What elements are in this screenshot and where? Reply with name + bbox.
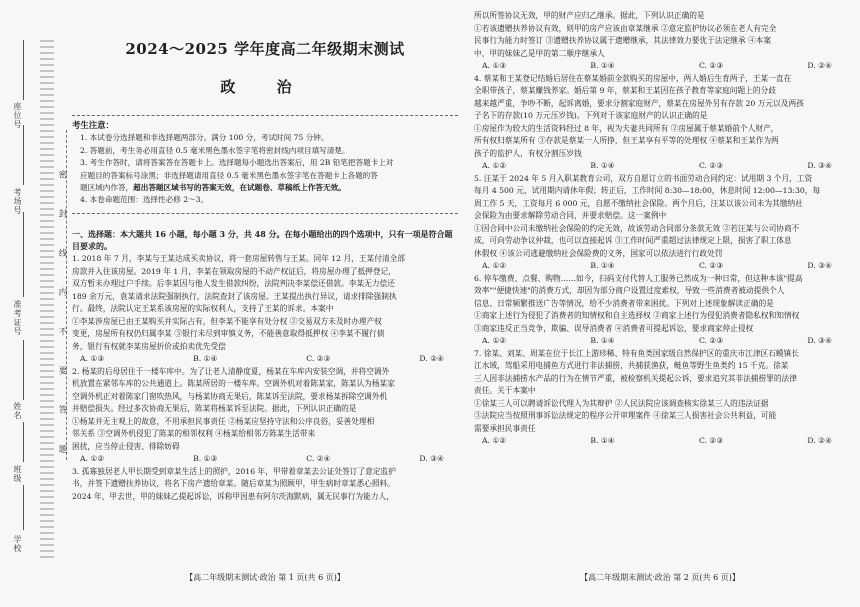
option-c: C. ②③ bbox=[698, 336, 724, 345]
option-a: A. ①② bbox=[482, 436, 507, 445]
exam-title: 2024～2025 学年度高二年级期末测试 bbox=[125, 40, 405, 58]
question-3-options bbox=[474, 60, 846, 73]
binding-pattern bbox=[40, 40, 54, 560]
option-c: C. ②③ bbox=[698, 61, 724, 70]
option-b: B. ①④ bbox=[193, 354, 218, 364]
seal-line-text: 密 封 线 内 不 要 答 题 bbox=[57, 170, 67, 467]
option-a: A. ①③ bbox=[482, 61, 507, 70]
question-3-cont: 所以所签协议无效，甲的财产应归乙继承。据此，下列认识正确的是 ①若该遗赠扶养协议有效，则甲的房产应该由章某继承 ②意定监护协议必须在老人有完全 民事行为能力时签订 ③遗赠扶养协议属于遗赠继承，其法律效力要优于法定继承 ④本案 中，甲的妹妹乙是甲的第二顺序继承人 A. ①③ B. ①④ C. ②③ D. ②④ bbox=[474, 10, 846, 73]
option-d: D. ②④ bbox=[807, 436, 832, 445]
question-1-options bbox=[72, 353, 458, 366]
option-a: A. ①② bbox=[482, 336, 507, 345]
school-label: 学校 bbox=[13, 535, 22, 553]
question-5-options bbox=[474, 260, 846, 273]
exam-notice: 考生注意： 1. 本试卷分选择题和非选择题两部分。满分 100 分，考试时间 75 分钟。 2. 答题前，考生务必用直径 0.5 毫米黑色墨水签字笔将密封线内项目填写清楚。 3. 考生作答时，请将答案答在答题卡上。选择题每小题选出答案后，用 2B 铅笔把答题卡上对 应题目的答案标号涂黑；非选择题请用直径 0.5 毫米黑色墨水签字笔在答题卡上各题的答 题区域内作答，超出答题区域书写的答案无效，在试题卷、草稿纸上作答无效。 4. 本卷命题范围：选择性必修 2～3。 bbox=[72, 119, 458, 207]
ticket-label: 准考证号 bbox=[13, 300, 22, 336]
option-b: B. ①③ bbox=[193, 454, 218, 464]
option-c: C. ②④ bbox=[306, 454, 331, 464]
question-7-options bbox=[474, 435, 846, 448]
option-d: D. ③④ bbox=[807, 161, 832, 170]
subject-title: 政 治 bbox=[220, 78, 310, 96]
question-2-options bbox=[72, 453, 458, 466]
option-b: B. ①④ bbox=[590, 161, 615, 170]
question-4-options bbox=[474, 160, 846, 173]
option-d: D. ③④ bbox=[419, 454, 444, 464]
option-a: A. ①② bbox=[482, 261, 507, 270]
option-b: B. ①④ bbox=[590, 261, 615, 270]
option-c: C. ②③ bbox=[698, 161, 724, 170]
option-c: C. ②③ bbox=[306, 354, 331, 364]
option-c: C. ②③ bbox=[698, 436, 724, 445]
option-d: D. ②④ bbox=[807, 61, 832, 70]
question-1: 1. 2018 年 7 月，李某与王某达成买卖协议，将一套房屋转售与王某。同年 12 月，王某付清全部 房款并入住该房屋。2019 年 1 月，李某在领取房屋的不动产权证后，将房屋办理了抵押登记， 双方暂未办理过户手续。后李某因与他人发生借款纠纷，法院判决李某偿还借款。李某无力偿还 189 余万元，袁某请求法院强制执行，法院查封了该房屋。王某提出执行异议，请求排除强制执 行。最终，法院认定王某系该房屋的实际权利人，支持了王某的诉求。本案中 ①李某涉房屋已由王某购买并实际占有，但李某不能享有处分权 ②交易双方未及时办理产权 变更，房屋所有权仍归属李某 ③银行未尽到审慎义务，不能善意取得抵押权 ④李某不履行债 务，银行有权就李某房屋折价或拍卖优先受偿 A. ①③ B. ①④ C. ②③ D. ②④ bbox=[72, 253, 458, 366]
option-b: B. ①④ bbox=[590, 61, 615, 70]
question-2: 2. 杨某的后母居住于一楼车库中。为了让老人清静度夏，杨某在车库内安装空调，并将空调外 机放置在紧邻车库的公共通道上。陈某所居的一楼车库。空调外机对着陈某家，陈某认为杨某家 空调外机正对着陈家门窗吹热风，与杨某协商无果后，陈某诉至法院，要求杨某拆除空调外机 并赔偿损失。经过多次协商无果后，陈某将杨某诉至法院。据此，下列认识正确的是 ①杨某并无主观上的故意，不用承担民事责任 ②杨某应坚持守法和公序良俗，妥善处理相 邻关系 ③空调外机侵犯了陈某的相邻权利 ④杨某给相邻方陈某生活带来 困扰，应当停止侵害、排除妨碍 A. ①② B. ①③ C. ②④ D. ③④ bbox=[72, 366, 458, 466]
option-d: D. ③④ bbox=[807, 336, 832, 345]
option-d: D. ②④ bbox=[419, 354, 444, 364]
question-6: 6. 停车缴费、点餐、购物……如今，扫码支付代替人工服务已然成为一种日常，但这种本该"提高 效率""便捷快速"的消费方式，却因为部分商户设置过度索权，导致一些消费者被动提供个人 信息、日常频繁推送广告等情况，给不少消费者带来困扰。下列对上述现象解读正确的是 ①商家上述行为侵犯了消费者的知情权和自主选择权 ②商家上述行为侵犯消费者隐私权和知情权 ③商家违反正当竞争，欺骗、误导消费者 ④消费者可提起诉讼，要求商家停止侵权 A. ①② B. ①④ C. ②③ D. ③④ bbox=[474, 273, 846, 348]
seat-label: 座位号 bbox=[13, 102, 22, 129]
name-label: 姓名 bbox=[13, 402, 22, 420]
question-4: 4. 蔡某和王某登记结婚后居住在蔡某婚前全款购买的房屋中，两人婚后生育两子，王某一直在 全职带孩子，蔡某赚钱养家。婚后第 9 年，蔡某和王某因在孩子教育等家庭问题上的分歧 越来越严重，争吵不断，起诉离婚，要求分割家庭财产，蔡某在房屋外另有存款 20 万元以及两孩 子名下的存款(10 万元压岁钱)。下列对于该家庭财产的认识正确的是 ①房屋作为较大的生活资料经过 8 年，视为夫妻共同所有 ②房屋属于蔡某婚前个人财产， 所有权归蔡某所有 ③存款是蔡某一人所挣，但王某享有平等的处理权 ④蔡某和王某作为两 孩子的监护人，有权分割压岁钱 A. ①② B. ①④ C. ②③ D. ③④ bbox=[474, 73, 846, 173]
option-c: C. ②③ bbox=[698, 261, 724, 270]
option-b: B. ①④ bbox=[590, 336, 615, 345]
notice-heading: 考生注意： bbox=[72, 120, 114, 130]
question-7: 7. 徐某、刘某、周某在位于长江上游珍稀、特有鱼类国家级自然保护区的重庆市江津区石蟆镇长 江水域，驾船采用电捕鱼方式进行非法捕捞，共捕获渔获，鲢鱼等野生鱼类约 15 千克。徐某 三人因非法捕捞水产品的行为在情节严重，被检察机关提起公诉，要求追究其非法捕捞罪的法律 责任。关于本案中 ①徐某三人可以聘请诉讼代理人为其辩护 ②人民法院应该调查核实徐某三人的违法证据 ③法院应当按照刑事诉讼法规定的程序公开审理案件 ④徐某三人损害社会公共利益，可能 需要承担民事责任 A. ①② B. ①④ C. ②③ D. ②④ bbox=[474, 348, 846, 448]
option-a: A. ①② bbox=[80, 454, 105, 464]
option-b: B. ①④ bbox=[590, 436, 615, 445]
section-heading: 一、选择题：本大题共 16 小题，每小题 3 分，共 48 分。在每小题给出的四个选项中，只有一项是符合题目要求的。 bbox=[72, 228, 453, 252]
question-3: 3. 孤寡独居老人甲长期受到章某生活上的照护，2016 年，甲带着章某去公证处签订了意定监护 书，并签下遗赠扶养协议，将名下房产遗给章某。随后章某为照顾甲，甲生病时章某悉心照料。 2024 年，甲去世，甲的妹妹乙提起诉讼，诉称甲因患有阿尔茨海默病，属无民事行为能力人， bbox=[72, 466, 396, 501]
left-column: 2024～2025 学年度高二年级期末测试 政 治 考生注意： 1. 本试卷分选择题和非选择题两部分。满分 100 分，考试时间 75 分钟。 2. 答题前，考生务必用直径 0.5 毫米黑色墨水签字笔将密封线内项目填写清楚。 3. 考生作答时，请将答案答在答题卡上。选择题每小题选出答案后，用 2B 铅笔把答题卡上对 应题目的答案标号涂黑；非选择题请用直径 0.5 毫米黑色墨水签字笔在答题卡上各题的答 题区域内作答，超出答题区域书写的答案无效，在试题卷、草稿纸上作答无效。 4. 本卷命题范围：选择性必修 2～3。 一、选择题：本大题共 16 小题，每小题 3 分，共 48 分。在每小题给出的四个选项中，只有一项是符合题目要求的。 1. 2018 年 7 月，李某与王某达成买卖协议，将一套房屋转售与王某。同年 12 月，王某付清全部 房款并入住该房屋。2019 年 1 月，李某在领取房屋的不动产权证后，将房屋办理了抵押登记， 双方暂未办理过户手续。后李某因与他人发生借款纠纷，法院判决李某偿还借款。李某无力偿还 189 余万元，袁某请求法院强制执行，法院查封了该房屋。王某提出执行异议，请求排除强制执 行。最终，法院认定王某系该房屋的实际权利人，支持了王某的诉求。本案中 ①李某涉房屋已由王某购买并实际占有，但李某不能享有处分权 ②交易双方未及时办理产权 变更，房屋所有权仍归属李某 ③银行未尽到审慎义务，不能善意取得抵押权 ④李某不履行债 务，银行有权就李某房屋折价或拍卖优先受偿 A. ①③ B. ①④ C. ②③ D. ②④ 2. 杨某的后母居住于一楼车库中。为了让老人清静度夏，杨某在车库内安装空调，并将空调外 机放置在紧邻车库的公共通道上。陈某所居的一楼车库。空调外机对着陈某家，陈某认为杨某家 空调外机正对着陈家门窗吹热风，与杨某协商无果后，陈某诉至法院，要求杨某拆除空调外机 并赔偿损失。经过多次协商无果后，陈某将杨某诉至法院。据此，下列认识正确的是 ①杨某并无主观上的故意，不用承担民事责任 ②杨某应坚持守法和公序良俗，妥善处理相 邻关系 ③空调外机侵犯了陈某的相邻权利 ④杨某给相邻方陈某生活带来 困扰，应当停止侵害、排除妨碍 A. ①② B. ①③ C. ②④ D. ③④ 3. 孤寡独居老人甲长期受到章某生活上的照护，2016 年，甲带着章某去公证处签订了意定监护 书，并签下遗赠扶养协议，将名下房产遗给章某。随后章某为照顾甲，甲生病时章某悉心照料。 2024 年，甲去世，甲的妹妹乙提起诉讼，诉称甲因患有阿尔茨海默病，属无民事行为能力人， 【高二年级期末测试·政治 第 1 页(共 6 页)】 bbox=[72, 0, 458, 503]
question-5: 5. 汪某于 2024 年 5 月入职某教育公司，双方自愿订立的书面劳动合同约定：试用期 3 个月，工资 每月 4 500 元，试用期内请休年假；转正后，工作时间 8:30—18:00，休息时间 12:00—13:30，每 周工作 5 天，工资每月 6 000 元，自愿不缴纳社会保险。两个月后，汪某以该公司未为其缴纳社 会保险为由要求解除劳动合同，并要求赔偿。这一案例中 ①因合同中公司未缴纳社会保险的约定无效，故该劳动合同部分条款无效 ②若汪某与公司协商不 成，可向劳动争议仲裁，也可以直接起诉 ③工作时间严重超过法律规定上限，损害了职工体息 休假权 ④该公司逃避缴纳社会保险费的义务，国家可以依法进行行政处罚 A. ①② B. ①④ C. ②③ D. ③④ bbox=[474, 173, 846, 273]
right-column: 所以所签协议无效，甲的财产应归乙继承。据此，下列认识正确的是 ①若该遗赠扶养协议有效，则甲的房产应该由章某继承 ②意定监护协议必须在老人有完全 民事行为能力时签订 ③遗赠扶养协议属于遗赠继承，其法律效力要优于法定继承 ④本案 中，甲的妹妹乙是甲的第二顺序继承人 A. ①③ B. ①④ C. ②③ D. ②④ 4. 蔡某和王某登记结婚后居住在蔡某婚前全款购买的房屋中，两人婚后生育两子，王某一直在 全职带孩子，蔡某赚钱养家。婚后第 9 年，蔡某和王某因在孩子教育等家庭问题上的分歧 越来越严重，争吵不断，起诉离婚，要求分割家庭财产，蔡某在房屋外另有存款 20 万元以及两孩 子名下的存款(10 万元压岁钱)。下列对于该家庭财产的认识正确的是 ①房屋作为较大的生活资料经过 8 年，视为夫妻共同所有 ②房屋属于蔡某婚前个人财产， 所有权归蔡某所有 ③存款是蔡某一人所挣，但王某享有平等的处理权 ④蔡某和王某作为两 孩子的监护人，有权分割压岁钱 A. ①② B. ①④ C. ②③ D. ③④ 5. 汪某于 2024 年 5 月入职某教育公司，双方自愿订立的书面劳动合同约定：试用期 3 个月，工资 每月 4 500 元，试用期内请休年假；转正后，工作时间 8:30—18:00，休息时间 12:00—13:30，每 周工作 5 天，工资每月 6 000 元，自愿不缴纳社会保险。两个月后，汪某以该公司未为其缴纳社 会保险为由要求解除劳动合同，并要求赔偿。这一案例中 ①因合同中公司未缴纳社会保险的约定无效，故该劳动合同部分条款无效 ②若汪某与公司协商不 成，可向劳动争议仲裁，也可以直接起诉 ③工作时间严重超过法律规定上限，损害了职工体息 休假权 ④该公司逃避缴纳社会保险费的义务，国家可以依法进行行政处罚 A. ①② B. ①④ C. ②③ D. ③④ 6. 停车缴费、点餐、购物……如今，扫码支付代替人工服务已然成为一种日常，但这种本该"提高 效率""便捷快速"的消费方式，却因为部分商户设置过度索权，导致一些消费者被动提供个人 信息、日常频繁推送广告等情况，给不少消费者带来困扰。下列对上述现象解读正确的是 ①商家上述行为侵犯了消费者的知情权和自主选择权 ②商家上述行为侵犯消费者隐私权和知情权 ③商家违反正当竞争，欺骗、误导消费者 ④消费者可提起诉讼，要求商家停止侵权 A. ①② B. ①④ C. ②③ D. ③④ 7. 徐某、刘某、周某在位于长江上游珍稀、特有鱼类国家级自然保护区的重庆市江津区石蟆镇长 江水域，驾船采用电捕鱼方式进行非法捕捞，共捕获渔获，鲢鱼等野生鱼类约 15 千克。徐某 三人因非法捕捞水产品的行为在情节严重，被检察机关提起公诉，要求追究其非法捕捞罪的法律 责任。关于本案中 ①徐某三人可以聘请诉讼代理人为其辩护 ②人民法院应该调查核实徐某三人的违法证据 ③法院应当按照刑事诉讼法规定的程序公开审理案件 ④徐某三人损害社会公共利益，可能 需要承担民事责任 A. ①② B. ①④ C. ②③ D. ②④ 【高二年级期末测试·政治 第 2 页(共 6 页)】 bbox=[474, 0, 846, 448]
option-a: A. ①③ bbox=[80, 354, 105, 364]
question-6-options bbox=[474, 335, 846, 348]
option-a: A. ①② bbox=[482, 161, 507, 170]
class-label: 班级 bbox=[13, 465, 22, 483]
option-d: D. ③④ bbox=[807, 261, 832, 270]
room-label: 考场号 bbox=[13, 188, 22, 215]
binding-margin bbox=[0, 0, 70, 607]
